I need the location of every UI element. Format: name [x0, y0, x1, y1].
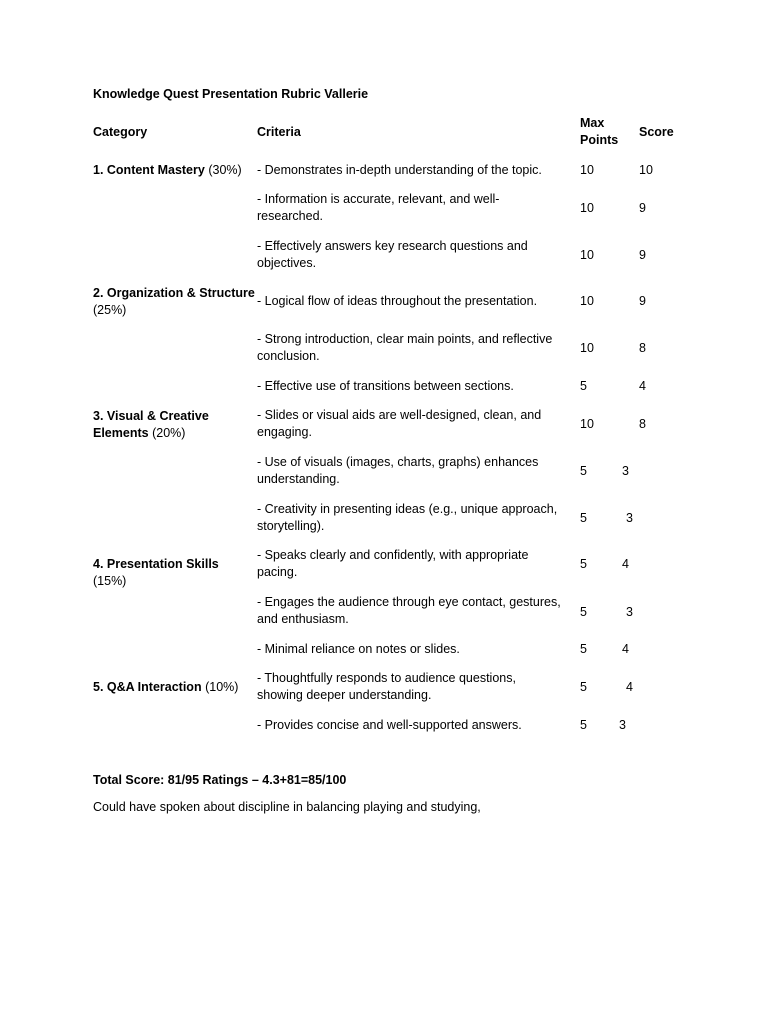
document-title: Knowledge Quest Presentation Rubric Vallerie [93, 87, 369, 101]
score-value: 9 [639, 294, 646, 308]
score-value: 4 [639, 379, 646, 393]
category-presentation-skills [93, 556, 255, 590]
header-score: Score [639, 125, 674, 139]
criterion-text: - Logical flow of ideas throughout the presentation. [257, 294, 538, 308]
max-points-value: 5 [580, 557, 587, 571]
criterion-text: - Effective use of transitions between sections. [257, 379, 514, 393]
criterion-text: - Provides concise and well-supported answers. [257, 718, 522, 732]
max-points-value: 10 [580, 201, 594, 215]
criterion-text: - Information is accurate, relevant, and well-researched. [257, 192, 500, 223]
criterion-text: - Minimal reliance on notes or slides. [257, 642, 460, 656]
category-weight: (20%) [152, 426, 186, 440]
criterion-text: - Speaks clearly and confidently, with appropriate pacing. [257, 548, 529, 579]
category-weight: (25%) [93, 303, 127, 317]
score-value: 4 [622, 557, 629, 571]
max-points-value: 10 [580, 417, 594, 431]
category-qa-interaction [93, 679, 255, 696]
max-points-value: 10 [580, 294, 594, 308]
max-points-value: 10 [580, 248, 594, 262]
total-score: Total Score: 81/95 Ratings – 4.3+81=85/100 [93, 773, 347, 787]
criterion-text: - Strong introduction, clear main points, and reflective conclusion. [257, 332, 553, 363]
criterion-text: - Effectively answers key research questions and objectives. [257, 239, 528, 270]
criterion-text: - Creativity in presenting ideas (e.g., unique approach, storytelling). [257, 502, 558, 533]
criterion-text: - Engages the audience through eye contact, gestures, and enthusiasm. [257, 595, 561, 626]
score-value: 9 [639, 248, 646, 262]
max-points-value: 5 [580, 511, 587, 525]
category-name: 3. Visual & Creative Elements [93, 409, 209, 440]
category-weight: (30%) [208, 163, 242, 177]
criterion-text: - Slides or visual aids are well-designed, clean, and engaging. [257, 408, 542, 439]
max-points-value: 5 [580, 718, 587, 732]
score-value: 3 [626, 605, 633, 619]
header-max-points: Max Points [580, 116, 619, 147]
category-name: 4. Presentation Skills [93, 557, 219, 571]
max-points-value: 10 [580, 163, 594, 177]
score-value: 9 [639, 201, 646, 215]
score-value: 4 [626, 680, 633, 694]
score-value: 8 [639, 341, 646, 355]
category-name: 1. Content Mastery [93, 163, 205, 177]
max-points-value: 5 [580, 642, 587, 656]
category-content-mastery [93, 162, 255, 179]
category-name: 5. Q&A Interaction [93, 680, 202, 694]
category-weight: (15%) [93, 574, 127, 588]
header-category: Category [93, 125, 148, 139]
criterion-text: - Thoughtfully responds to audience questions, showing deeper understanding. [257, 671, 516, 702]
category-organization-structure [93, 285, 255, 319]
max-points-value: 5 [580, 680, 587, 694]
max-points-value: 10 [580, 341, 594, 355]
score-value: 3 [622, 464, 629, 478]
score-value: 8 [639, 417, 646, 431]
category-weight: (10%) [205, 680, 239, 694]
header-criteria: Criteria [257, 125, 301, 139]
score-value: 3 [626, 511, 633, 525]
max-points-value: 5 [580, 605, 587, 619]
category-name: 2. Organization & Structure [93, 286, 255, 300]
criterion-text: - Demonstrates in-depth understanding of the topic. [257, 163, 542, 177]
score-value: 10 [639, 163, 653, 177]
comment-text: Could have spoken about discipline in balancing playing and studying, [93, 800, 481, 814]
category-visual-creative [93, 408, 233, 442]
score-value: 3 [619, 718, 626, 732]
max-points-value: 5 [580, 379, 587, 393]
score-value: 4 [622, 642, 629, 656]
max-points-value: 5 [580, 464, 587, 478]
criterion-text: - Use of visuals (images, charts, graphs) enhances understanding. [257, 455, 539, 486]
